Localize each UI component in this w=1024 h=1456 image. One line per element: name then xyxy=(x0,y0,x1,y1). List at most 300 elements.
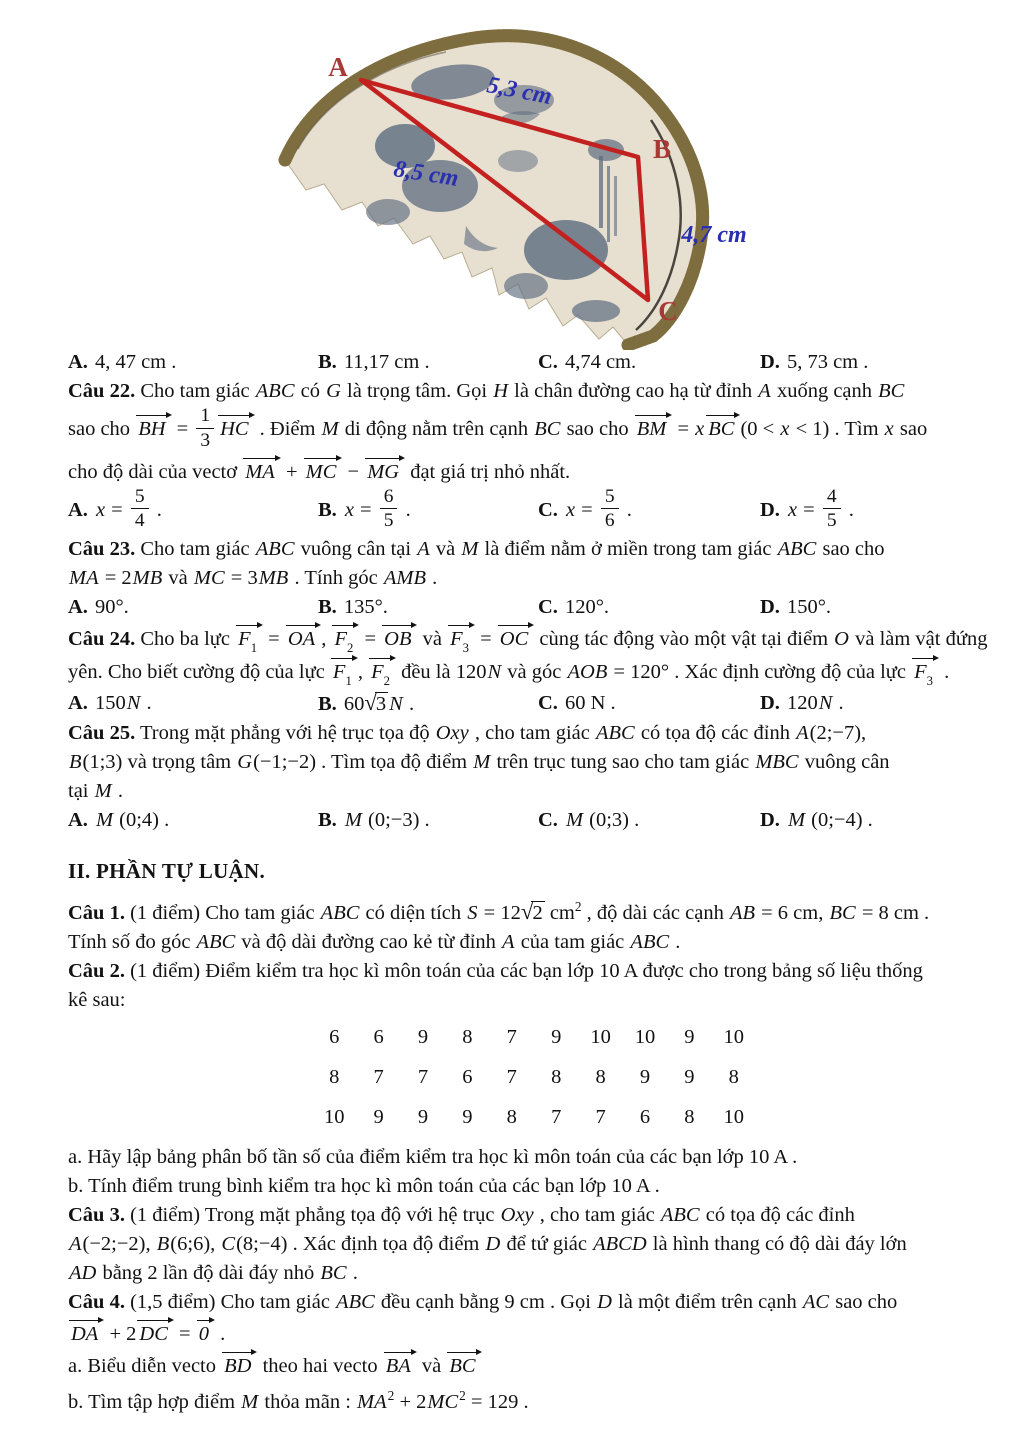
vector-subscript: 1 xyxy=(345,674,352,689)
bold-text: Câu 4. xyxy=(68,1291,125,1314)
text-segment: sao xyxy=(894,418,928,440)
option-label: B. xyxy=(318,809,337,832)
text-segment: + 2 xyxy=(104,1323,137,1346)
text-segment: (8;−4) . Xác định tọa độ điểm xyxy=(236,1233,485,1256)
text-segment: sao cho xyxy=(68,418,136,440)
text-line xyxy=(68,623,988,656)
text-segment: và độ dài đường cao kẻ từ đỉnh xyxy=(236,931,502,954)
math-variable: D xyxy=(597,1291,612,1314)
option-label: D. xyxy=(760,809,780,832)
math-variable: BC xyxy=(534,418,561,440)
answer-option xyxy=(760,807,976,834)
text-line xyxy=(68,1144,976,1171)
text-segment: , xyxy=(357,661,369,684)
table-cell: 10 xyxy=(590,1026,611,1049)
math-variable: AMB xyxy=(383,567,427,590)
vector-term xyxy=(197,1320,214,1346)
text-segment: F xyxy=(371,661,384,684)
text-segment: BA xyxy=(385,1355,411,1378)
table-row xyxy=(312,1104,756,1131)
vertex-label-c: C xyxy=(658,296,678,326)
table-cell: 7 xyxy=(595,1106,606,1129)
measurement-ab: 5,3 cm xyxy=(484,72,554,111)
text-segment: . xyxy=(214,1323,226,1346)
text-segment: đều cạnh bằng 9 cm . Gọi xyxy=(375,1291,597,1314)
option-label: D. xyxy=(760,351,780,373)
math-variable: ABC xyxy=(336,1291,375,1314)
math-variable: ABC xyxy=(596,722,635,745)
text-segment: 90°. xyxy=(94,596,129,619)
vector-term xyxy=(331,658,357,687)
text-segment: − xyxy=(342,460,365,483)
options-row xyxy=(68,689,976,718)
text-line xyxy=(68,893,976,927)
vector-subscript: 1 xyxy=(250,641,258,656)
math-variable: M xyxy=(241,1390,259,1413)
fraction-numerator: 4 xyxy=(823,486,841,510)
bold-text: Câu 3. xyxy=(68,1204,125,1227)
option-label: D. xyxy=(760,498,780,521)
text-segment: . xyxy=(151,498,162,521)
math-variable: M xyxy=(473,751,491,774)
text-segment: sao cho xyxy=(830,1291,898,1314)
text-segment: là điểm nằm ở miền trong tam giác xyxy=(479,538,777,561)
vector-term xyxy=(912,658,938,687)
text-segment: (−1;−2) . Tìm tọa độ điểm xyxy=(253,751,473,774)
text-segment: BD xyxy=(224,1355,252,1378)
text-line xyxy=(68,1231,976,1258)
text-segment: . xyxy=(347,1262,358,1285)
text-segment: (1,5 điểm) Cho tam giác xyxy=(124,1291,336,1314)
text-segment: 0 xyxy=(198,1323,209,1346)
section-heading xyxy=(68,858,976,885)
table-row xyxy=(312,1064,756,1091)
table-cell: 9 xyxy=(373,1106,384,1129)
answer-option xyxy=(318,485,538,535)
text-segment: . xyxy=(400,498,411,521)
text-segment: là chân đường cao hạ từ đỉnh xyxy=(509,380,758,402)
math-variable: M xyxy=(565,809,584,832)
option-label: A. xyxy=(68,692,88,715)
math-variable: ABC xyxy=(255,380,295,402)
text-segment: (0;−4) . xyxy=(806,809,873,832)
math-variable: MBC xyxy=(755,751,799,774)
option-label: C. xyxy=(538,809,558,832)
superscript: 2 xyxy=(459,1388,466,1404)
text-segment: F xyxy=(914,661,927,684)
answer-option xyxy=(538,349,760,376)
text-segment: F xyxy=(332,661,346,684)
math-variable: BC xyxy=(320,1262,347,1285)
bold-text: Câu 24. xyxy=(68,628,136,651)
text-segment: OC xyxy=(499,628,529,651)
table-cell: 8 xyxy=(728,1066,739,1089)
text-segment: F xyxy=(238,628,251,651)
option-label: B. xyxy=(318,351,337,373)
text-line xyxy=(68,987,976,1014)
option-label: B. xyxy=(318,693,337,716)
math-variable: A xyxy=(502,931,515,954)
math-variable: A xyxy=(758,380,771,402)
text-line xyxy=(68,1260,976,1287)
math-variable: AC xyxy=(802,1291,830,1314)
vector-term xyxy=(365,458,404,484)
math-variable: B xyxy=(69,751,82,774)
vertex-label-a: A xyxy=(328,52,348,82)
math-variable: ABCD xyxy=(593,1233,647,1256)
text-segment: 60 N . xyxy=(564,692,616,715)
text-segment: F xyxy=(334,628,347,651)
answer-option xyxy=(68,690,318,717)
text-segment: (0 < xyxy=(740,418,780,440)
square-root xyxy=(364,690,388,716)
option-label: C. xyxy=(538,596,558,619)
math-variable: A xyxy=(417,538,430,561)
text-segment: a. Biểu diễn vecto xyxy=(68,1355,222,1378)
fraction-numerator: 5 xyxy=(131,486,149,510)
radicand: 3 xyxy=(375,693,387,716)
text-segment: . Điểm xyxy=(254,418,321,440)
math-variable: AOB xyxy=(567,661,608,684)
answer-option xyxy=(538,594,760,621)
text-segment: , độ dài các cạnh xyxy=(581,902,729,925)
text-segment: và góc xyxy=(502,661,567,684)
table-cell: 6 xyxy=(462,1066,473,1089)
text-segment: và xyxy=(417,628,448,651)
text-line xyxy=(68,456,976,486)
math-variable: B xyxy=(156,1233,170,1256)
text-segment: của tam giác xyxy=(515,931,630,954)
option-label: D. xyxy=(760,692,780,715)
text-segment: OA xyxy=(287,628,316,651)
text-segment: . xyxy=(403,693,415,716)
text-segment: . xyxy=(621,498,632,521)
text-segment: + xyxy=(280,460,303,483)
text-line xyxy=(68,1289,976,1316)
text-segment: = 2 xyxy=(99,567,132,590)
text-segment: 120 xyxy=(786,692,818,715)
text-segment: BM xyxy=(636,418,667,440)
option-label: C. xyxy=(538,692,558,715)
math-variable: Oxy xyxy=(500,1204,534,1227)
text-segment: 60 xyxy=(343,693,365,716)
text-segment: = xyxy=(359,628,382,651)
math-variable: ABC xyxy=(255,538,295,561)
text-segment: 150°. xyxy=(786,596,832,619)
text-segment: bằng 2 lần độ dài đáy nhỏ xyxy=(97,1262,320,1285)
vector-subscript: 3 xyxy=(462,641,469,656)
table-cell: 9 xyxy=(639,1066,651,1089)
vector-term xyxy=(332,625,358,654)
math-variable: BC xyxy=(829,902,856,925)
math-variable: ABC xyxy=(320,902,360,925)
text-segment: trên trục tung sao cho tam giác xyxy=(491,751,755,774)
text-segment: (−2;−2), xyxy=(82,1233,156,1256)
table-cell: 10 xyxy=(634,1026,656,1049)
answer-option xyxy=(318,594,538,621)
vector-term xyxy=(286,625,320,651)
text-segment: MC xyxy=(305,460,337,483)
text-segment: b. Tìm tập hợp điểm xyxy=(68,1390,241,1413)
answer-option xyxy=(538,807,760,834)
text-segment: có xyxy=(295,380,326,402)
bold-text: Câu 2. xyxy=(68,960,125,983)
table-cell: 7 xyxy=(373,1066,384,1089)
square-root xyxy=(520,899,545,925)
math-variable: M xyxy=(787,809,806,832)
text-segment: đều là 120 xyxy=(395,661,487,684)
vector-term xyxy=(69,1320,103,1346)
table-cell: 10 xyxy=(323,1106,345,1129)
vector-term xyxy=(136,415,170,441)
vector-term xyxy=(635,415,672,441)
text-segment: có tọa độ các đỉnh xyxy=(635,722,796,745)
vector-term xyxy=(218,415,253,441)
bold-text: Câu 1. xyxy=(68,902,125,925)
text-segment: là một điểm trên cạnh xyxy=(612,1291,802,1314)
text-line xyxy=(68,1350,976,1380)
table-cell: 8 xyxy=(595,1066,606,1089)
text-segment: F xyxy=(450,628,463,651)
math-variable: MC xyxy=(427,1390,459,1413)
math-variable: M xyxy=(461,538,479,561)
vector-term xyxy=(384,1352,416,1378)
math-variable: MB xyxy=(258,567,289,590)
text-segment: (0;4) . xyxy=(114,809,170,832)
text-line xyxy=(68,778,976,805)
vector-term xyxy=(498,625,533,651)
math-variable: Oxy xyxy=(435,722,469,745)
vector-term xyxy=(448,625,474,654)
text-segment: theo hai vecto xyxy=(257,1355,383,1378)
text-line xyxy=(68,656,976,687)
text-segment: . xyxy=(670,931,681,954)
text-segment: = xyxy=(672,418,695,440)
answer-option xyxy=(538,690,760,717)
text-line xyxy=(68,565,976,592)
math-variable: S xyxy=(467,902,478,925)
vector-subscript: 2 xyxy=(383,674,390,689)
math-variable: ABC xyxy=(660,1204,700,1227)
text-line xyxy=(68,958,976,985)
answer-option xyxy=(760,594,976,621)
text-segment: = xyxy=(576,498,598,521)
text-segment: xuống cạnh xyxy=(771,380,878,402)
answer-option xyxy=(318,689,538,718)
text-segment: yên. Cho biết cường độ của lực xyxy=(68,661,330,684)
text-segment: (1 điểm) Trong mặt phẳng tọa độ với hệ trục xyxy=(124,1204,500,1227)
text-segment: OB xyxy=(384,628,412,651)
text-segment: < 1) . Tìm xyxy=(790,418,884,440)
answer-option xyxy=(318,807,538,834)
table-cell: 8 xyxy=(462,1026,473,1049)
option-label: C. xyxy=(538,498,558,521)
text-segment: (0;−3) . xyxy=(362,809,430,832)
bold-text: Câu 25. xyxy=(68,722,136,745)
table-cell: 7 xyxy=(417,1066,429,1089)
fraction xyxy=(601,486,619,533)
table-cell: 7 xyxy=(506,1026,517,1049)
text-segment: và xyxy=(416,1355,447,1378)
text-segment: . xyxy=(112,780,123,803)
options-row xyxy=(68,485,976,535)
text-segment: và xyxy=(430,538,461,561)
text-segment: (6;6), xyxy=(170,1233,221,1256)
text-segment: (1;3) và trọng tâm xyxy=(82,751,237,774)
text-segment: (2;−7), xyxy=(809,722,867,745)
text-segment: 11,17 cm . xyxy=(343,351,430,373)
text-segment: Cho ba lực xyxy=(135,628,236,651)
text-segment: thỏa mãn : xyxy=(259,1390,357,1413)
text-segment: cm xyxy=(544,902,575,925)
text-segment: = xyxy=(474,628,497,651)
math-variable: N xyxy=(126,692,141,715)
vector-term xyxy=(304,458,342,484)
text-segment: = xyxy=(354,498,377,521)
math-variable: x xyxy=(344,498,354,521)
text-segment: . xyxy=(141,692,152,715)
table-cell: 6 xyxy=(639,1106,651,1129)
math-variable: D xyxy=(485,1233,501,1256)
option-label: A. xyxy=(68,351,88,373)
text-segment: 4,74 cm. xyxy=(564,351,637,373)
table-cell: 7 xyxy=(506,1066,517,1089)
math-variable: AD xyxy=(69,1262,97,1285)
text-segment: 150 xyxy=(94,692,126,715)
text-segment: có tọa độ các đỉnh xyxy=(700,1204,855,1227)
answer-option xyxy=(760,690,976,717)
table-cell: 8 xyxy=(329,1066,340,1089)
text-line xyxy=(68,1173,976,1200)
answer-option xyxy=(68,594,318,621)
text-segment: cho độ dài của vectơ xyxy=(68,460,243,483)
text-segment: DC xyxy=(139,1323,168,1346)
table-cell: 6 xyxy=(329,1026,340,1049)
options-row xyxy=(68,594,976,621)
math-variable: M xyxy=(94,780,112,803)
text-segment: có diện tích xyxy=(360,902,467,925)
fraction-numerator: 6 xyxy=(380,486,398,510)
vector-term xyxy=(369,658,395,687)
text-segment: + 2 xyxy=(394,1390,427,1413)
text-segment: HC xyxy=(220,418,249,440)
text-line xyxy=(68,720,976,747)
text-line xyxy=(68,1318,976,1348)
text-segment: b. Tính điểm trung bình kiểm tra học kì môn toán của các bạn lớp 10 A . xyxy=(68,1175,660,1198)
math-variable: AB xyxy=(729,902,755,925)
text-segment: a. Hãy lập bảng phân bố tần số của điểm kiểm tra học kì môn toán của các bạn lớp 10 A . xyxy=(68,1146,798,1169)
text-segment: . Tính góc xyxy=(289,567,383,590)
math-variable: MC xyxy=(193,567,225,590)
text-segment: và xyxy=(163,567,193,590)
text-segment: BH xyxy=(138,418,166,440)
bold-text: II. PHẦN TỰ LUẬN. xyxy=(68,859,266,884)
superscript: 2 xyxy=(574,899,582,915)
text-segment: . xyxy=(427,567,438,590)
math-variable: A xyxy=(69,1233,82,1256)
radical-sign: √ xyxy=(520,899,534,925)
math-variable: x xyxy=(787,498,798,521)
text-segment: vuông cân xyxy=(799,751,890,774)
text-segment: = xyxy=(263,628,285,651)
text-segment: tại xyxy=(68,780,94,803)
text-line xyxy=(68,1382,976,1416)
answer-option xyxy=(538,485,760,535)
math-variable: N xyxy=(487,661,502,684)
math-variable: A xyxy=(796,722,809,745)
math-variable: MA xyxy=(357,1390,387,1413)
table-cell: 9 xyxy=(417,1026,429,1049)
table-cell: 8 xyxy=(506,1106,517,1129)
text-segment: di động nằm trên cạnh xyxy=(339,418,534,440)
math-variable: x xyxy=(565,498,576,521)
text-segment: Trong mặt phẳng với hệ trục tọa độ xyxy=(135,722,435,745)
text-segment: BC xyxy=(449,1355,476,1378)
text-segment: MA xyxy=(245,460,275,483)
text-segment: vuông cân tại xyxy=(295,538,417,561)
table-cell: 9 xyxy=(462,1106,473,1129)
text-segment: , xyxy=(321,628,332,651)
vertex-label-b: B xyxy=(652,134,672,164)
fraction xyxy=(131,486,149,533)
table-cell: 8 xyxy=(684,1106,695,1129)
answer-option xyxy=(318,349,538,376)
math-variable: BC xyxy=(878,380,905,402)
text-line xyxy=(68,1202,976,1229)
fraction-denominator: 6 xyxy=(604,510,615,532)
math-variable: ABC xyxy=(630,931,670,954)
radical-sign: √ xyxy=(364,690,377,716)
fraction-denominator: 5 xyxy=(383,510,394,532)
fraction-numerator: 5 xyxy=(601,486,619,510)
answer-option xyxy=(68,485,318,535)
options-row xyxy=(68,349,976,376)
text-line xyxy=(68,536,976,563)
option-label: A. xyxy=(68,498,88,521)
math-variable: MA xyxy=(69,567,99,590)
text-segment: = xyxy=(173,1323,196,1346)
math-variable: N xyxy=(818,692,833,715)
exam-body xyxy=(68,349,988,1418)
text-segment: 135°. xyxy=(343,596,388,619)
option-label: A. xyxy=(68,596,88,619)
text-segment: sao cho xyxy=(561,418,634,440)
math-variable: O xyxy=(834,628,849,651)
plate-figure xyxy=(268,28,776,350)
math-variable: x xyxy=(780,418,790,440)
table-cell: 7 xyxy=(551,1106,562,1129)
superscript: 2 xyxy=(387,1388,395,1404)
text-segment: 120°. xyxy=(564,596,610,619)
text-segment: (0;3) . xyxy=(584,809,640,832)
text-segment: MG xyxy=(367,460,400,483)
text-line xyxy=(68,378,976,405)
table-cell: 9 xyxy=(684,1066,695,1089)
text-segment: Tính số đo góc xyxy=(68,931,196,954)
text-segment: kê sau: xyxy=(68,989,126,1012)
fraction xyxy=(196,405,214,452)
text-segment: = 129 . xyxy=(465,1390,529,1413)
text-segment: cùng tác động vào một vật tại điểm xyxy=(534,628,834,651)
table-cell: 9 xyxy=(551,1026,562,1049)
option-label: B. xyxy=(318,498,337,521)
text-segment: = xyxy=(106,498,128,521)
text-line xyxy=(68,749,976,776)
fraction xyxy=(380,486,398,533)
text-segment: , cho tam giác xyxy=(469,722,595,745)
measurement-ac: 8,5 cm xyxy=(391,156,461,193)
fraction-denominator: 3 xyxy=(200,429,211,451)
